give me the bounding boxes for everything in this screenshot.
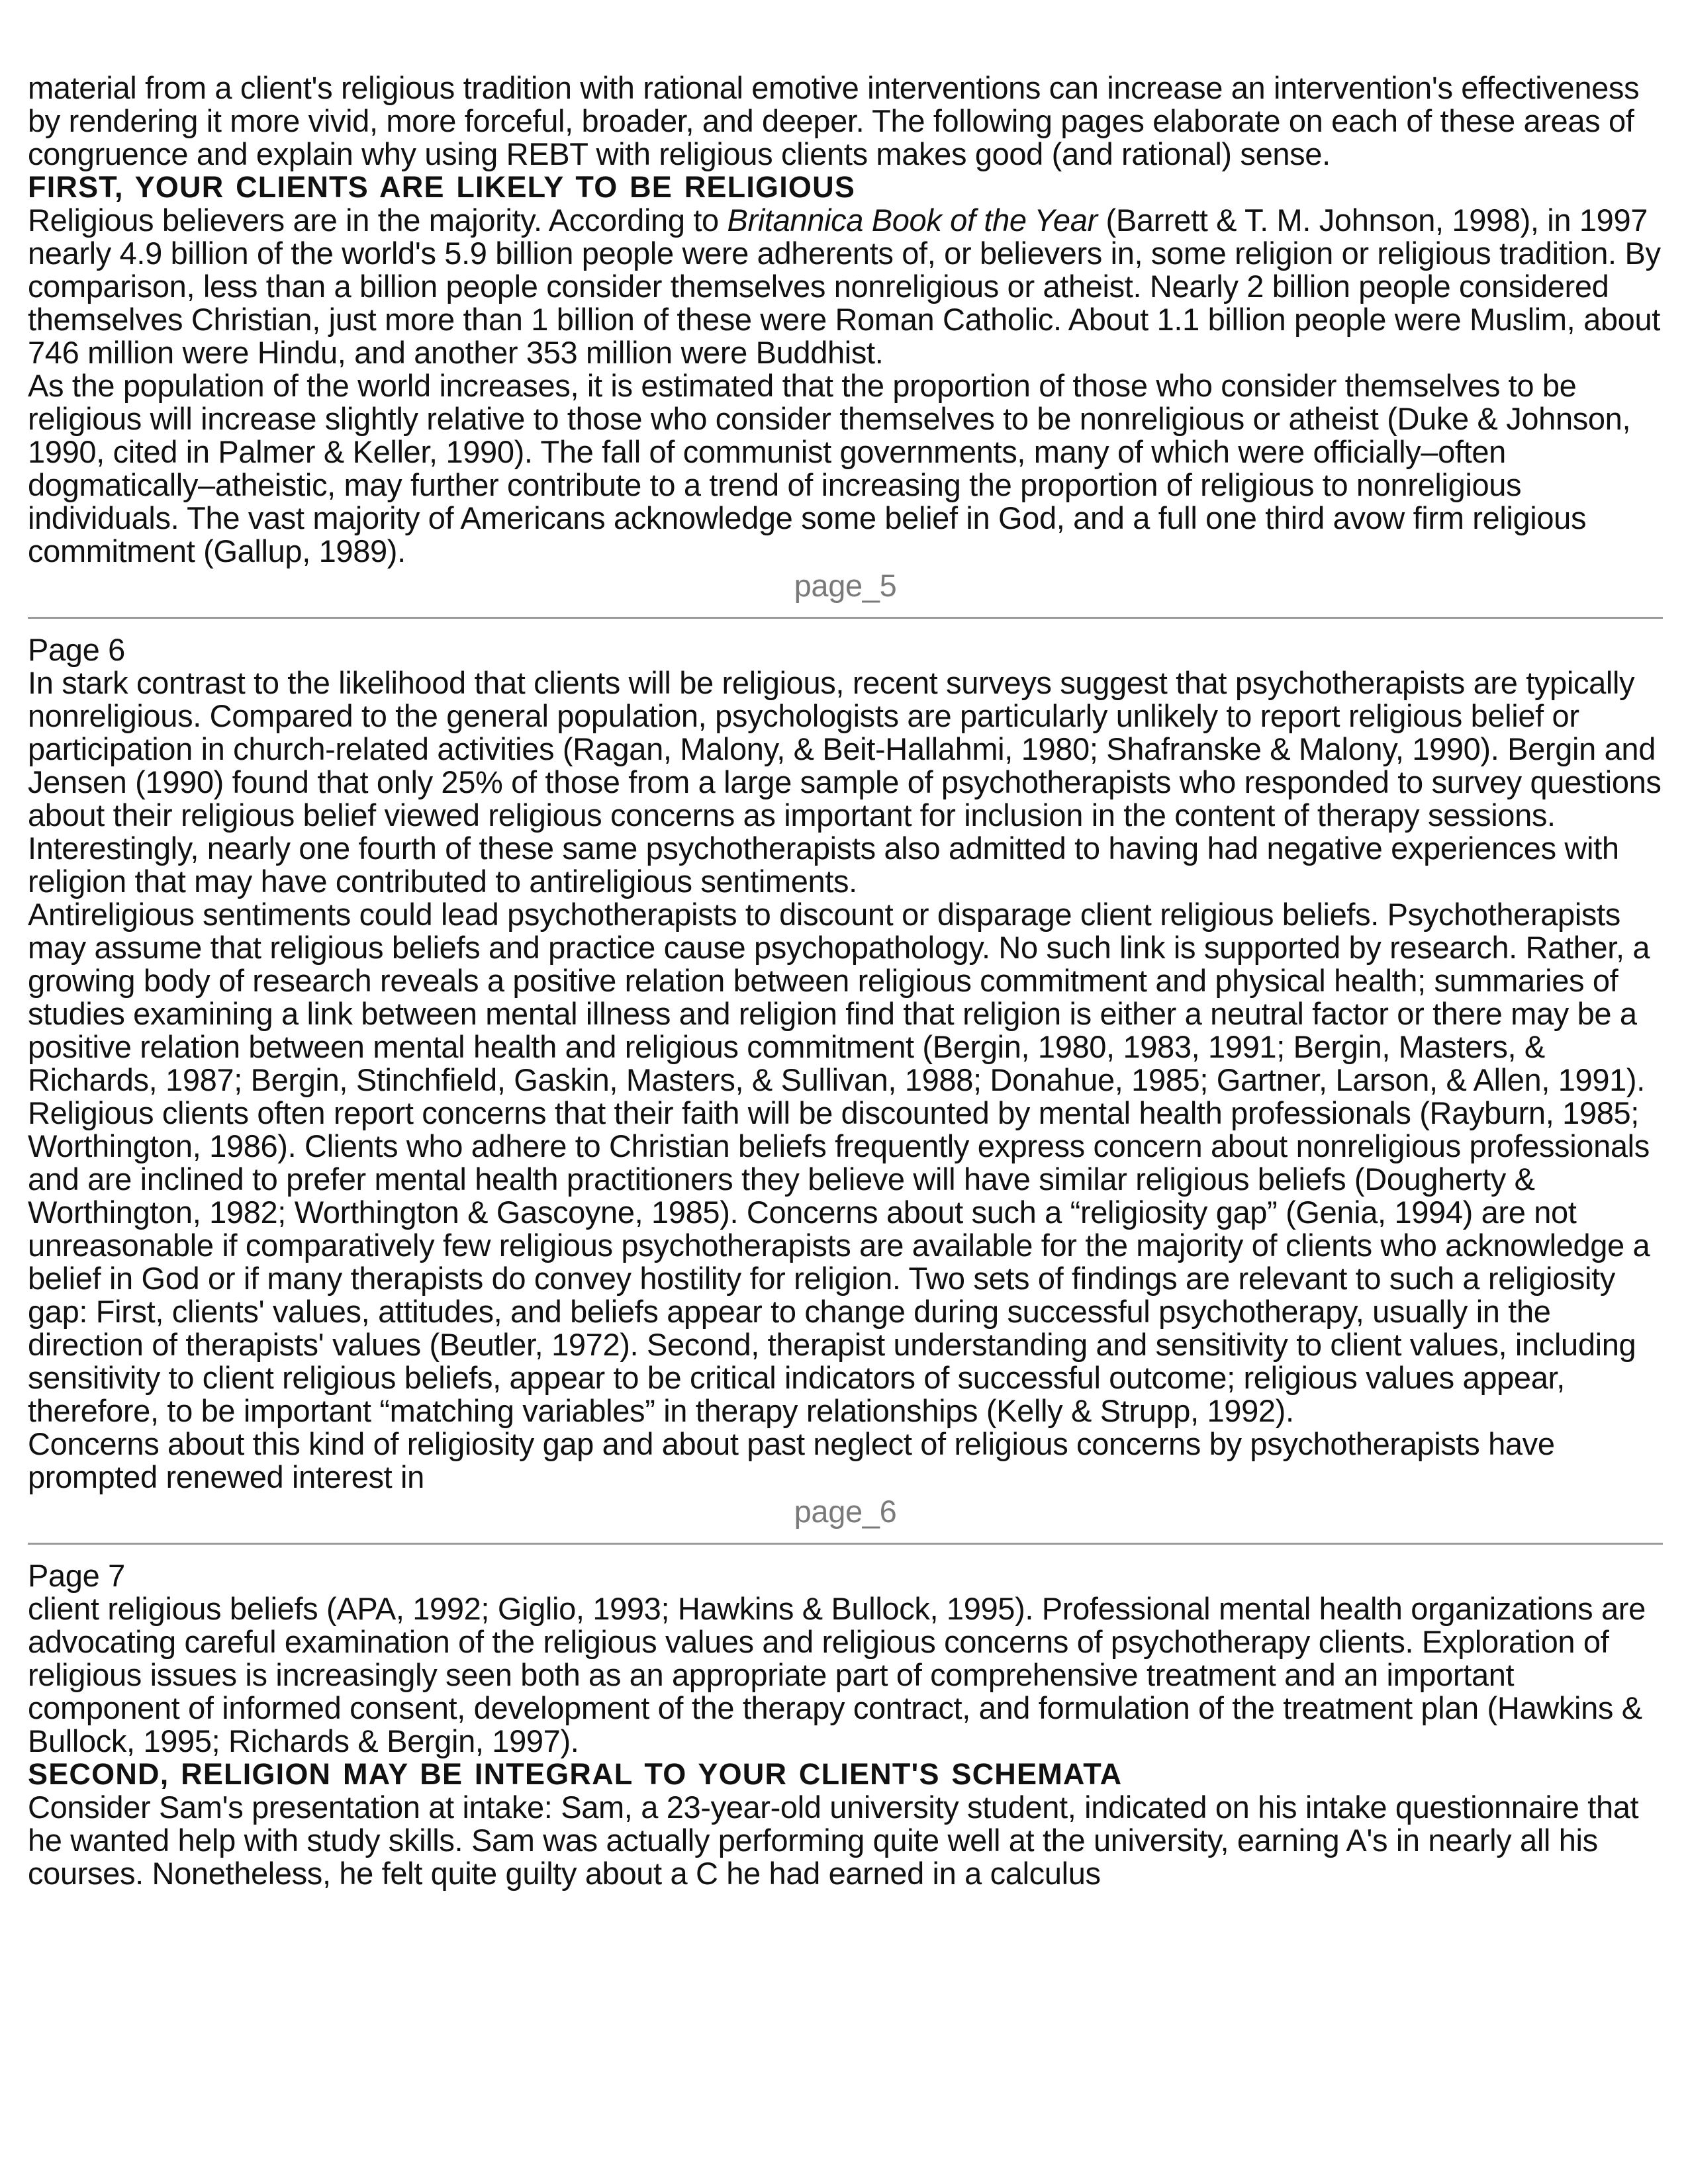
section-heading: SECOND, RELIGION MAY BE INTEGRAL TO YOUR CLIENT'S SCHEMATA	[28, 1757, 1123, 1791]
page-marker: page_6	[794, 1494, 897, 1529]
page-divider	[28, 617, 1663, 619]
page-marker: page_5	[794, 568, 897, 603]
paragraph: Antireligious sentiments could lead psychotherapists to discount or disparage client religious beliefs. Psychotherapists may assume that religious beliefs and practice cause psychopathology. No such link is supported by research. Rather, a growing body of research reveals a positive relation between religious commitment and physical health; summaries of studies examining a link between mental illness and religion find that religion is either a neutral factor or there may be a positive relation between mental health and religious commitment (Bergin, 1980, 1983, 1991; Bergin, Masters, & Richards, 1987; Bergin, Stinchfield, Gaskin, Masters, & Sullivan, 1988; Donahue, 1985; Gartner, Larson, & Allen, 1991).	[28, 897, 1650, 1097]
page-7-section	[28, 1559, 1663, 1890]
page-number-label: Page 6	[28, 632, 125, 667]
paragraph	[28, 204, 1663, 369]
page-number-label: Page 7	[28, 1558, 125, 1593]
page-5-section	[28, 71, 1663, 602]
paragraph: As the population of the world increases, it is estimated that the proportion of those who consider themselves to be religious will increase slightly relative to those who consider themselves to be nonreligious or atheist (Duke & Johnson, 1990, cited in Palmer & Keller, 1990). The fall of communist governments, many of which were officially–often dogmatically–atheistic, may further contribute to a trend of increasing the proportion of religious to nonreligious individuals. The vast majority of Americans acknowledge some belief in God, and a full one third avow firm religious commitment (Gallup, 1989).	[28, 368, 1631, 569]
section-heading: FIRST, YOUR CLIENTS ARE LIKELY TO BE RELIGIOUS	[28, 170, 856, 204]
paragraph: Concerns about this kind of religiosity gap and about past neglect of religious concerns by psychotherapists have prompted renewed interest in	[28, 1426, 1555, 1494]
document-body	[28, 71, 1663, 1890]
paragraph: Religious clients often report concerns that their faith will be discounted by mental health professionals (Rayburn, 1985; Worthington, 1986). Clients who adhere to Christian beliefs frequently express concern about nonreligious professionals and are inclined to prefer mental health practitioners they believe will have similar religious beliefs (Dougherty & Worthington, 1982; Worthington & Gascoyne, 1985). Concerns about such a “religiosity gap” (Genia, 1994) are not unreasonable if comparatively few religious psychotherapists are available for the majority of clients who acknowledge a belief in God or if many therapists do convey hostility for religion. Two sets of findings are relevant to such a religiosity gap: First, clients' values, attitudes, and beliefs appear to change during successful psychotherapy, usually in the direction of therapists' values (Beutler, 1972). Second, therapist understanding and sensitivity to client values, including sensitivity to client religious beliefs, appear to be critical indicators of successful outcome; religious values appear, therefore, to be important “matching variables” in therapy relationships (Kelly & Strupp, 1992).	[28, 1095, 1650, 1428]
paragraph: client religious beliefs (APA, 1992; Giglio, 1993; Hawkins & Bullock, 1995). Professional mental health organizations are advocating careful examination of the religious values and religious concerns of psychotherapy clients. Exploration of religious issues is increasingly seen both as an appropriate part of comprehensive treatment and an important component of informed consent, development of the therapy contract, and formulation of the treatment plan (Hawkins & Bullock, 1995; Richards & Bergin, 1997).	[28, 1591, 1646, 1758]
book-title: Britannica Book of the Year	[727, 203, 1098, 238]
page-divider	[28, 1543, 1663, 1545]
paragraph-text: Religious believers are in the majority. According to	[28, 203, 727, 238]
paragraph: Consider Sam's presentation at intake: Sam, a 23-year-old university student, indicated on his intake questionnaire that he wanted help with study skills. Sam was actually performing quite well at the university, earning A's in nearly all his courses. Nonetheless, he felt quite guilty about a C he had earned in a calculus	[28, 1790, 1639, 1891]
page-6-section	[28, 633, 1663, 1528]
paragraph-text: (Barrett & T. M. Johnson, 1998), in 1997 nearly 4.9 billion of the world's 5.9 billion people were adherents of, or believers in, some religion or religious tradition. By comparison, less than a billion people consider themselves nonreligious or atheist. Nearly 2 billion people considered themselves Christian, just more than 1 billion of these were Roman Catholic. About 1.1 billion people were Muslim, about 746 million were Hindu, and another 353 million were Buddhist.	[28, 203, 1661, 370]
paragraph: material from a client's religious tradition with rational emotive interventions can increase an intervention's effectiveness by rendering it more vivid, more forceful, broader, and deeper. The following pages elaborate on each of these areas of congruence and explain why using REBT with religious clients makes good (and rational) sense.	[28, 70, 1640, 171]
paragraph: In stark contrast to the likelihood that clients will be religious, recent surveys suggest that psychotherapists are typically nonreligious. Compared to the general population, psychologists are particularly unlikely to report religious belief or participation in church-related activities (Ragan, Malony, & Beit-Hallahmi, 1980; Shafranske & Malony, 1990). Bergin and Jensen (1990) found that only 25% of those from a large sample of psychotherapists who responded to survey questions about their religious belief viewed religious concerns as important for inclusion in the content of therapy sessions. Interestingly, nearly one fourth of these same psychotherapists also admitted to having had negative experiences with religion that may have contributed to antireligious sentiments.	[28, 665, 1662, 899]
